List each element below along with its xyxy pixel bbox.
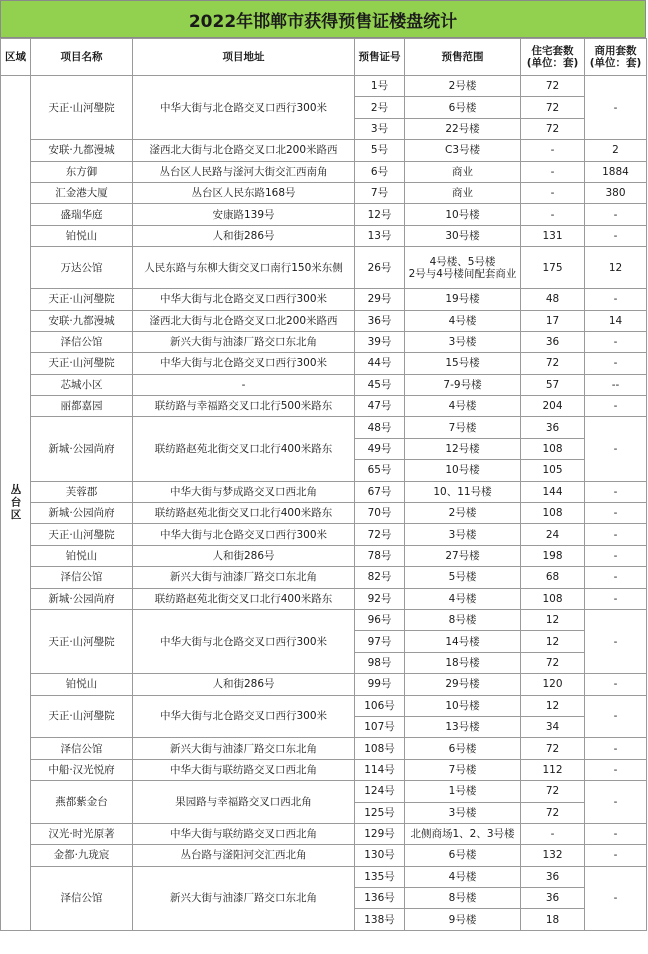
residential-units-cell: 36 — [521, 888, 585, 909]
residential-units-cell: 105 — [521, 460, 585, 481]
project-address-cell: 滏西北大街与北仓路交叉口北200米路西 — [133, 310, 355, 331]
project-address-cell: 人民东路与东柳大街交叉口南行150米东侧 — [133, 247, 355, 289]
residential-units-cell: 131 — [521, 225, 585, 246]
table-row — [1, 374, 647, 395]
project-address-cell: 联纺路与幸福路交叉口北行500米路东 — [133, 396, 355, 417]
project-name-cell: 天正·山河璺院 — [31, 76, 133, 140]
residential-units-cell: 72 — [521, 738, 585, 759]
permit-number-cell: 39号 — [355, 331, 405, 352]
table-row — [1, 140, 647, 161]
presale-scope-cell: 10、11号楼 — [405, 481, 521, 502]
commercial-units-cell: - — [585, 588, 647, 609]
project-address-cell: 中华大街与联纺路交叉口西北角 — [133, 759, 355, 780]
presale-scope-cell: 10号楼 — [405, 695, 521, 716]
residential-units-cell: 36 — [521, 866, 585, 887]
presale-table — [0, 38, 647, 931]
presale-scope-cell: 3号楼 — [405, 524, 521, 545]
table-row — [1, 310, 647, 331]
residential-units-cell: 144 — [521, 481, 585, 502]
commercial-units-cell: - — [585, 76, 647, 140]
project-address-cell: 果园路与幸福路交叉口西北角 — [133, 781, 355, 824]
table-row — [1, 289, 647, 310]
sheet-title: 2022年邯郸市获得预售证楼盘统计 — [0, 0, 646, 38]
presale-scope-cell: 1号楼 — [405, 781, 521, 802]
permit-number-cell: 1号 — [355, 76, 405, 97]
project-address-cell: 中华大街与北仓路交叉口西行300米 — [133, 695, 355, 738]
project-address-cell: - — [133, 374, 355, 395]
presale-scope-cell: 30号楼 — [405, 225, 521, 246]
permit-number-cell: 36号 — [355, 310, 405, 331]
header-presale-scope: 预售范围 — [405, 39, 521, 76]
project-name-cell: 泽信公馆 — [31, 866, 133, 930]
residential-units-cell: 68 — [521, 567, 585, 588]
project-name-cell: 天正·山河璺院 — [31, 609, 133, 673]
table-row — [1, 503, 647, 524]
permit-number-cell: 49号 — [355, 438, 405, 459]
residential-units-cell: 72 — [521, 802, 585, 823]
table-row — [1, 674, 647, 695]
presale-scope-cell: 3号楼 — [405, 331, 521, 352]
residential-units-cell: 108 — [521, 588, 585, 609]
commercial-units-cell: -- — [585, 374, 647, 395]
commercial-units-cell: - — [585, 289, 647, 310]
table-row — [1, 567, 647, 588]
table-row — [1, 247, 647, 289]
residential-units-cell: 36 — [521, 331, 585, 352]
table-row — [1, 225, 647, 246]
table-row — [1, 161, 647, 182]
residential-units-cell: 120 — [521, 674, 585, 695]
presale-scope-cell: 北侧商场1、2、3号楼 — [405, 823, 521, 844]
table-row — [1, 866, 647, 887]
presale-scope-cell: 4号楼 — [405, 588, 521, 609]
presale-scope-cell: 3号楼 — [405, 802, 521, 823]
project-name-cell: 安联·九都漫城 — [31, 140, 133, 161]
residential-units-cell: 18 — [521, 909, 585, 930]
permit-number-cell: 106号 — [355, 695, 405, 716]
presale-scope-cell: 7号楼 — [405, 417, 521, 438]
permit-number-cell: 48号 — [355, 417, 405, 438]
commercial-units-cell: - — [585, 845, 647, 866]
commercial-units-cell: 2 — [585, 140, 647, 161]
project-name-cell: 泽信公馆 — [31, 738, 133, 759]
table-row — [1, 204, 647, 225]
project-address-cell: 中华大街与北仓路交叉口西行300米 — [133, 609, 355, 673]
project-name-cell: 丽都嘉园 — [31, 396, 133, 417]
header-permit-number: 预售证号 — [355, 39, 405, 76]
permit-number-cell: 29号 — [355, 289, 405, 310]
commercial-units-cell: - — [585, 695, 647, 738]
permit-number-cell: 98号 — [355, 652, 405, 673]
presale-scope-cell: 15号楼 — [405, 353, 521, 374]
header-project-name: 项目名称 — [31, 39, 133, 76]
commercial-units-cell: 14 — [585, 310, 647, 331]
residential-units-cell: - — [521, 823, 585, 844]
permit-number-cell: 2号 — [355, 97, 405, 118]
project-name-cell: 天正·山河璺院 — [31, 524, 133, 545]
project-address-cell: 联纺路赵苑北街交叉口北行400米路东 — [133, 417, 355, 481]
residential-units-cell: 12 — [521, 695, 585, 716]
presale-scope-cell: 13号楼 — [405, 716, 521, 737]
presale-scope-cell: 22号楼 — [405, 118, 521, 139]
project-address-cell: 中华大街与北仓路交叉口西行300米 — [133, 524, 355, 545]
table-row — [1, 182, 647, 203]
project-name-cell: 新城·公园尚府 — [31, 417, 133, 481]
presale-scope-cell: 6号楼 — [405, 845, 521, 866]
project-name-cell: 新城·公园尚府 — [31, 503, 133, 524]
table-row — [1, 845, 647, 866]
project-name-cell: 铂悦山 — [31, 545, 133, 566]
presale-scope-cell: 14号楼 — [405, 631, 521, 652]
residential-units-cell: 36 — [521, 417, 585, 438]
commercial-units-cell: - — [585, 567, 647, 588]
permit-number-cell: 26号 — [355, 247, 405, 289]
region-cell: 丛台区 — [1, 76, 31, 931]
presale-scope-cell: 4号楼、5号楼 2号与4号楼间配套商业 — [405, 247, 521, 289]
project-address-cell: 丛台路与滏阳河交汇西北角 — [133, 845, 355, 866]
residential-units-cell: 108 — [521, 503, 585, 524]
project-address-cell: 新兴大街与油漆厂路交口东北角 — [133, 866, 355, 930]
permit-number-cell: 107号 — [355, 716, 405, 737]
permit-number-cell: 65号 — [355, 460, 405, 481]
presale-scope-cell: 2号楼 — [405, 503, 521, 524]
project-address-cell: 中华大街与北仓路交叉口西行300米 — [133, 289, 355, 310]
commercial-units-cell: - — [585, 225, 647, 246]
permit-number-cell: 136号 — [355, 888, 405, 909]
presale-scope-cell: 7-9号楼 — [405, 374, 521, 395]
residential-units-cell: 198 — [521, 545, 585, 566]
presale-scope-cell: 10号楼 — [405, 204, 521, 225]
presale-scope-cell: 商业 — [405, 182, 521, 203]
project-address-cell: 联纺路赵苑北街交叉口北行400米路东 — [133, 503, 355, 524]
permit-number-cell: 97号 — [355, 631, 405, 652]
project-name-cell: 汉光·时光原著 — [31, 823, 133, 844]
presale-scope-cell: 5号楼 — [405, 567, 521, 588]
residential-units-cell: 12 — [521, 609, 585, 630]
table-row — [1, 417, 647, 438]
residential-units-cell: 112 — [521, 759, 585, 780]
project-name-cell: 泽信公馆 — [31, 331, 133, 352]
presale-scope-cell: 29号楼 — [405, 674, 521, 695]
header-region: 区域 — [1, 39, 31, 76]
header-row — [1, 39, 647, 76]
project-name-cell: 东方御 — [31, 161, 133, 182]
commercial-units-cell: - — [585, 823, 647, 844]
project-name-cell: 新城·公园尚府 — [31, 588, 133, 609]
project-name-cell: 万达公馆 — [31, 247, 133, 289]
residential-units-cell: - — [521, 161, 585, 182]
presale-scope-cell: 27号楼 — [405, 545, 521, 566]
table-row — [1, 695, 647, 716]
residential-units-cell: 175 — [521, 247, 585, 289]
table-row — [1, 781, 647, 802]
project-name-cell: 芯城小区 — [31, 374, 133, 395]
project-name-cell: 盛瑞华庭 — [31, 204, 133, 225]
presale-scope-cell: C3号楼 — [405, 140, 521, 161]
table-row — [1, 759, 647, 780]
project-address-cell: 中华大街与梦成路交叉口西北角 — [133, 481, 355, 502]
commercial-units-cell: - — [585, 609, 647, 673]
permit-number-cell: 114号 — [355, 759, 405, 780]
project-address-cell: 中华大街与北仓路交叉口西行300米 — [133, 76, 355, 140]
permit-number-cell: 47号 — [355, 396, 405, 417]
presale-scope-cell: 6号楼 — [405, 738, 521, 759]
permit-number-cell: 70号 — [355, 503, 405, 524]
presale-scope-cell: 10号楼 — [405, 460, 521, 481]
presale-scope-cell: 7号楼 — [405, 759, 521, 780]
permit-number-cell: 78号 — [355, 545, 405, 566]
residential-units-cell: 72 — [521, 781, 585, 802]
project-address-cell: 滏西北大街与北仓路交叉口北200米路西 — [133, 140, 355, 161]
project-name-cell: 天正·山河璺院 — [31, 695, 133, 738]
table-row — [1, 823, 647, 844]
project-address-cell: 人和街286号 — [133, 545, 355, 566]
permit-number-cell: 45号 — [355, 374, 405, 395]
header-project-address: 项目地址 — [133, 39, 355, 76]
permit-number-cell: 12号 — [355, 204, 405, 225]
presale-scope-cell: 9号楼 — [405, 909, 521, 930]
commercial-units-cell: - — [585, 396, 647, 417]
presale-scope-cell: 8号楼 — [405, 609, 521, 630]
commercial-units-cell: - — [585, 503, 647, 524]
project-address-cell: 新兴大街与油漆厂路交口东北角 — [133, 331, 355, 352]
permit-number-cell: 125号 — [355, 802, 405, 823]
project-name-cell: 金都·九珑宸 — [31, 845, 133, 866]
project-name-cell: 泽信公馆 — [31, 567, 133, 588]
commercial-units-cell: - — [585, 524, 647, 545]
permit-number-cell: 3号 — [355, 118, 405, 139]
project-address-cell: 安康路139号 — [133, 204, 355, 225]
residential-units-cell: 108 — [521, 438, 585, 459]
residential-units-cell: 204 — [521, 396, 585, 417]
project-name-cell: 铂悦山 — [31, 674, 133, 695]
presale-scope-cell: 4号楼 — [405, 866, 521, 887]
residential-units-cell: 72 — [521, 652, 585, 673]
commercial-units-cell: - — [585, 331, 647, 352]
presale-scope-cell: 商业 — [405, 161, 521, 182]
residential-units-cell: 34 — [521, 716, 585, 737]
commercial-units-cell: 380 — [585, 182, 647, 203]
project-name-cell: 燕都紫金台 — [31, 781, 133, 824]
project-address-cell: 人和街286号 — [133, 225, 355, 246]
permit-number-cell: 67号 — [355, 481, 405, 502]
table-row — [1, 331, 647, 352]
commercial-units-cell: - — [585, 866, 647, 930]
project-name-cell: 安联·九都漫城 — [31, 310, 133, 331]
presale-scope-cell: 19号楼 — [405, 289, 521, 310]
presale-scope-cell: 8号楼 — [405, 888, 521, 909]
table-row — [1, 609, 647, 630]
commercial-units-cell: - — [585, 674, 647, 695]
residential-units-cell: 72 — [521, 97, 585, 118]
commercial-units-cell: 12 — [585, 247, 647, 289]
permit-number-cell: 82号 — [355, 567, 405, 588]
header-residential-units: 住宅套数 (单位：套) — [521, 39, 585, 76]
table-body — [1, 39, 647, 931]
project-address-cell: 人和街286号 — [133, 674, 355, 695]
permit-number-cell: 124号 — [355, 781, 405, 802]
residential-units-cell: 72 — [521, 118, 585, 139]
residential-units-cell: - — [521, 182, 585, 203]
permit-number-cell: 135号 — [355, 866, 405, 887]
table-row — [1, 545, 647, 566]
project-name-cell: 铂悦山 — [31, 225, 133, 246]
presale-scope-cell: 18号楼 — [405, 652, 521, 673]
residential-units-cell: 72 — [521, 76, 585, 97]
permit-number-cell: 7号 — [355, 182, 405, 203]
permit-number-cell: 13号 — [355, 225, 405, 246]
permit-number-cell: 5号 — [355, 140, 405, 161]
permit-number-cell: 92号 — [355, 588, 405, 609]
residential-units-cell: 57 — [521, 374, 585, 395]
project-name-cell: 汇金港大厦 — [31, 182, 133, 203]
permit-number-cell: 99号 — [355, 674, 405, 695]
project-address-cell: 中华大街与联纺路交叉口西北角 — [133, 823, 355, 844]
commercial-units-cell: - — [585, 353, 647, 374]
residential-units-cell: 12 — [521, 631, 585, 652]
presale-scope-cell: 12号楼 — [405, 438, 521, 459]
project-name-cell: 中船·汉光悦府 — [31, 759, 133, 780]
table-row — [1, 524, 647, 545]
permit-number-cell: 96号 — [355, 609, 405, 630]
table-row — [1, 396, 647, 417]
project-address-cell: 新兴大街与油漆厂路交口东北角 — [133, 738, 355, 759]
permit-number-cell: 138号 — [355, 909, 405, 930]
project-address-cell: 联纺路赵苑北街交叉口北行400米路东 — [133, 588, 355, 609]
residential-units-cell: 132 — [521, 845, 585, 866]
commercial-units-cell: - — [585, 545, 647, 566]
permit-number-cell: 44号 — [355, 353, 405, 374]
table-row — [1, 738, 647, 759]
residential-units-cell: 72 — [521, 353, 585, 374]
project-address-cell: 新兴大街与油漆厂路交口东北角 — [133, 567, 355, 588]
table-row — [1, 76, 647, 97]
commercial-units-cell: - — [585, 781, 647, 824]
permit-number-cell: 129号 — [355, 823, 405, 844]
commercial-units-cell: - — [585, 204, 647, 225]
presale-scope-cell: 4号楼 — [405, 310, 521, 331]
residential-units-cell: 24 — [521, 524, 585, 545]
table-row — [1, 481, 647, 502]
project-name-cell: 芙蓉郡 — [31, 481, 133, 502]
presale-scope-cell: 6号楼 — [405, 97, 521, 118]
project-address-cell: 丛台区人民东路168号 — [133, 182, 355, 203]
permit-number-cell: 130号 — [355, 845, 405, 866]
residential-units-cell: 48 — [521, 289, 585, 310]
permit-number-cell: 6号 — [355, 161, 405, 182]
project-name-cell: 天正·山河璺院 — [31, 289, 133, 310]
commercial-units-cell: 1884 — [585, 161, 647, 182]
commercial-units-cell: - — [585, 481, 647, 502]
project-address-cell: 丛台区人民路与滏河大街交汇西南角 — [133, 161, 355, 182]
table-row — [1, 588, 647, 609]
permit-number-cell: 108号 — [355, 738, 405, 759]
permit-number-cell: 72号 — [355, 524, 405, 545]
header-commercial-units: 商用套数 (单位：套) — [585, 39, 647, 76]
residential-units-cell: - — [521, 204, 585, 225]
residential-units-cell: - — [521, 140, 585, 161]
project-name-cell: 天正·山河璺院 — [31, 353, 133, 374]
presale-scope-cell: 4号楼 — [405, 396, 521, 417]
table-row — [1, 353, 647, 374]
project-address-cell: 中华大街与北仓路交叉口西行300米 — [133, 353, 355, 374]
commercial-units-cell: - — [585, 417, 647, 481]
residential-units-cell: 17 — [521, 310, 585, 331]
commercial-units-cell: - — [585, 759, 647, 780]
presale-scope-cell: 2号楼 — [405, 76, 521, 97]
commercial-units-cell: - — [585, 738, 647, 759]
